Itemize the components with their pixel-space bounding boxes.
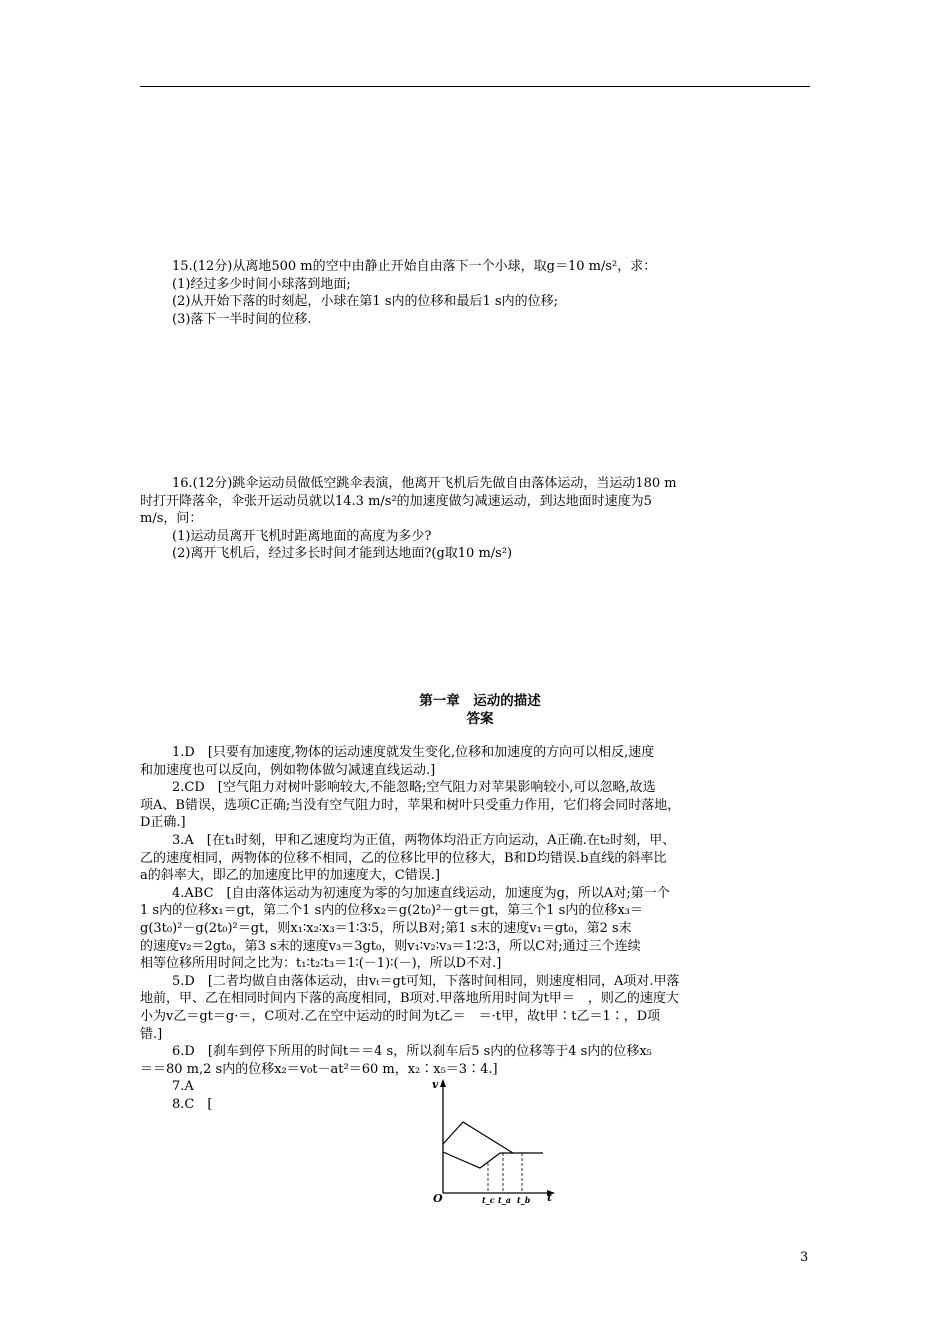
vt-graph-figure	[425, 1075, 560, 1205]
chapter-title: 第一章 运动的描述	[419, 693, 541, 709]
answer-3-line-3: a的斜率大，即乙的加速度比甲的加速度大，C错误.]	[140, 868, 440, 884]
q16-line-2: 时打开降落伞，伞张开运动员就以14.3 m/s²的加速度做匀减速运动，到达地面时速度为5	[140, 493, 652, 509]
answer-2-line-3: D正确.]	[140, 815, 186, 831]
answer-4-line-5: 相等位移所用时间之比为：t₁∶t₂∶t₃＝1∶(－1)∶(－)，所以D不对.]	[140, 956, 502, 972]
q15-sub-1: (1)经过多少时间小球落到地面;	[172, 276, 351, 292]
question-16	[140, 475, 820, 563]
answer-4-line-4: 的速度v₂＝2gt₀，第3 s末的速度v₃＝3gt₀，则v₁∶v₂∶v₃＝1∶2∶3，所以C对;通过三个连续	[140, 938, 641, 954]
tick-tb-label: t_b	[517, 1195, 531, 1205]
header-rule	[140, 86, 810, 87]
q16-sub-2: (2)离开飞机后，经过多长时间才能到达地面?(g取10 m/s²)	[172, 546, 513, 562]
question-15	[140, 258, 820, 328]
answer-5-line-3: 小为v乙＝gt＝g·＝，C项对.乙在空中运动的时间为t乙＝ ＝·t甲，故t甲∶t乙＝1∶，D项	[140, 1008, 661, 1024]
answer-6-line-1: 6.D [刹车到停下所用的时间t＝＝4 s，所以刹车后5 s内的位移等于4 s内的位移x₅	[172, 1044, 652, 1060]
answer-2-line-2: 项A、B错误，选项C正确;当没有空气阻力时，苹果和树叶只受重力作用，它们将会同时落地，	[140, 797, 681, 813]
y-axis-arrow	[440, 1079, 446, 1087]
answer-1-line-1: 1.D [只要有加速度,物体的运动速度就发生变化,位移和加速度的方向可以相反,速度	[172, 745, 655, 760]
q15-sub-2: (2)从开始下落的时刻起，小球在第1 s内的位移和最后1 s内的位移;	[172, 294, 558, 310]
answer-3-line-2: 乙的速度相同，两物体的位移不相同，乙的位移比甲的位移大，B和D均错误.b直线的斜率比	[140, 850, 667, 866]
answer-6-line-2: ＝＝80 m,2 s内的位移x₂＝v₀t－at²＝60 m，x₂∶x₅＝3∶4.]	[140, 1061, 498, 1077]
answer-list	[140, 744, 820, 1113]
answer-title: 答案	[466, 711, 494, 727]
v-axis-label: v	[432, 1078, 439, 1091]
q15-sub-3: (3)落下一半时间的位移.	[172, 311, 312, 327]
answer-8: 8.C [	[172, 1096, 213, 1112]
answer-5-line-1: 5.D [二者均做自由落体运动，由vₜ＝gt可知，下落时间相同，则速度相同，A项对.甲落	[172, 973, 680, 989]
answer-5-line-4: 错.]	[140, 1026, 163, 1042]
answer-3-line-1: 3.A [在t₁时刻，甲和乙速度均为正值，两物体均沿正方向运动，A正确.在t₂时刻，甲、	[172, 832, 676, 848]
origin-label: O	[433, 1192, 443, 1205]
answer-1-line-2: 和加速度也可以反向，例如物体做匀减速直线运动.]	[140, 762, 436, 778]
line-b	[443, 1152, 500, 1168]
line-a	[443, 1122, 513, 1153]
answer-5-line-2: 地前，甲、乙在相同时间内下落的高度相同，B项对.甲落地所用时间为t甲＝ ，则乙的速度大	[140, 991, 679, 1007]
page-number: 3	[800, 1250, 809, 1265]
q16-line-3: m/s，问：	[140, 511, 203, 527]
t-axis-label: t	[547, 1191, 553, 1204]
q15-stem: 15.(12分)从离地500 m的空中由静止开始自由落下一个小球，取g＝10 m/s²，求：	[172, 259, 657, 274]
answer-4-line-1: 4.ABC [自由落体运动为初速度为零的匀加速直线运动，加速度为g，所以A对;第一个	[172, 885, 670, 901]
q16-line-1: 16.(12分)跳伞运动员做低空跳伞表演，他离开飞机后先做自由落体运动，当运动180 m	[172, 476, 677, 491]
answer-4-line-3: g(3t₀)²－g(2t₀)²＝gt，则x₁∶x₂∶x₃＝1∶3∶5，所以B对;第1 s末的速度v₁＝gt₀，第2 s末	[140, 920, 632, 936]
q16-sub-1: (1)运动员离开飞机时距离地面的高度为多少?	[172, 528, 432, 544]
tick-ta-label: t_a	[498, 1195, 511, 1205]
answer-2-line-1: 2.CD [空气阻力对树叶影响较大,不能忽略;空气阻力对苹果影响较小,可以忽略,故选	[172, 780, 656, 796]
tick-tc-label: t_c	[482, 1195, 495, 1205]
answer-4-line-2: 1 s内的位移x₁＝gt，第二个1 s内的位移x₂＝g(2t₀)²－gt＝gt，第三个1 s内的位移x₃＝	[140, 903, 643, 919]
answer-7: 7.A	[172, 1079, 194, 1095]
